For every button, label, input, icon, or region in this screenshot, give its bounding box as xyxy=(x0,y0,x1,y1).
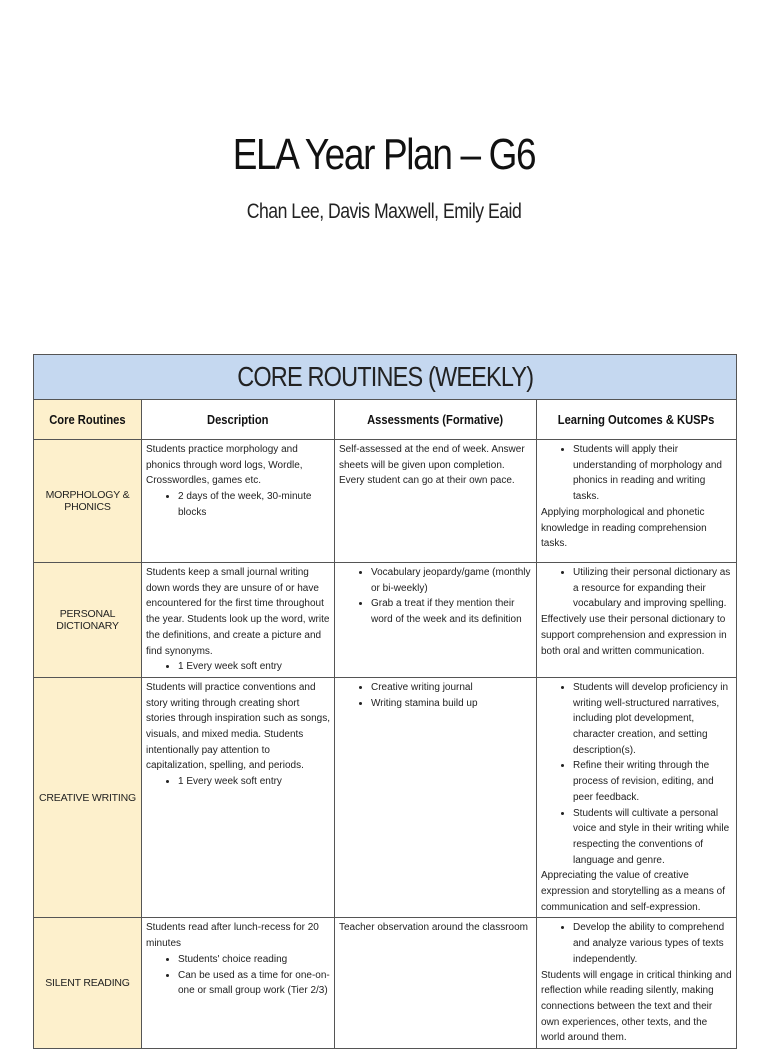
list-item: • 1 Every week soft entry xyxy=(178,659,330,675)
description-cell-text: Students practice morphology and phonics through word logs, Wordle, Crosswordles, games etc. xyxy=(146,444,303,487)
outcomes-cell xyxy=(537,918,737,1049)
table-row xyxy=(34,563,737,678)
list-item: • Utilizing their personal dictionary as a resource for expanding their vocabulary and improving spelling. xyxy=(573,565,732,612)
assessment-cell xyxy=(335,440,537,563)
list-item: • 1 Every week soft entry xyxy=(178,774,330,790)
description-cell xyxy=(142,563,335,678)
assessment-cell xyxy=(335,918,537,1049)
list-item: • Writing stamina build up xyxy=(371,696,532,712)
outcomes-cell xyxy=(537,440,737,563)
list-item: • Develop the ability to comprehend and analyze various types of texts independently. xyxy=(573,920,732,967)
routine-label: PERSONAL DICTIONARY xyxy=(34,563,142,678)
outcomes-cell xyxy=(537,677,737,918)
description-cell-text: Students will practice conventions and story writing through creating short stories through inspiration such as songs, visuals, and mixed media. Students intentionally pay attention to capitalization, spelling, and periods. xyxy=(146,681,330,772)
assessment-cell-text: Self-assessed at the end of week. Answer sheets will be given upon completion. Every student can go at their own pace. xyxy=(339,444,525,487)
list-item: • Vocabulary jeopardy/game (monthly or bi-weekly) xyxy=(371,565,532,596)
list-item: • Creative writing journal xyxy=(371,680,532,696)
core-routines-table xyxy=(33,354,737,1049)
routine-label: CREATIVE WRITING xyxy=(34,677,142,918)
table-row xyxy=(34,677,737,918)
table-row xyxy=(34,918,737,1049)
outcomes-cell-bullets xyxy=(541,920,732,967)
description-cell-text: Students keep a small journal writing down words they are unsure of or have encountered for the first time throughout the year. Students look up the word, write the definitions, and create a picture and find synonyms. xyxy=(146,567,330,657)
list-item: • Students will apply their understanding of morphology and phonics in reading and writing tasks. xyxy=(573,442,732,505)
list-item: • Can be used as a time for one-on-one or small group work (Tier 2/3) xyxy=(178,968,330,999)
assessment-cell-text: Teacher observation around the classroom xyxy=(339,922,528,934)
description-cell-bullets xyxy=(146,952,330,999)
routine-label: SILENT READING xyxy=(34,918,142,1049)
outcomes-cell-text: Appreciating the value of creative expression and storytelling as a means of communication and self-expression. xyxy=(541,870,725,913)
outcomes-cell-text: Applying morphological and phonetic knowledge in reading comprehension tasks. xyxy=(541,506,707,550)
table-row xyxy=(34,440,737,563)
assessment-cell xyxy=(335,563,537,678)
outcomes-cell-text: Students will engage in critical thinking and reflection while reading silently, making connections between the text and their own experiences, other texts, and the world around them. xyxy=(541,969,732,1044)
outcomes-cell-bullets xyxy=(541,442,732,505)
outcomes-cell-text: Effectively use their personal dictionary to support comprehension and expression in both oral and written communication. xyxy=(541,614,727,657)
document-title: ELA Year Plan – G6 xyxy=(232,130,536,179)
list-item: • Refine their writing through the process of revision, editing, and peer feedback. xyxy=(573,758,732,805)
header-description: Description xyxy=(142,400,335,440)
description-cell xyxy=(142,918,335,1049)
assessment-cell-bullets xyxy=(339,680,532,711)
document-authors: Chan Lee, Davis Maxwell, Emily Eaid xyxy=(246,200,522,223)
header-learning-outcomes: Learning Outcomes & KUSPs xyxy=(537,400,737,440)
list-item: • Students will develop proficiency in writing well-structured narratives, including plot development, character creation, and setting description(s). xyxy=(573,680,732,759)
outcomes-cell xyxy=(537,563,737,678)
list-item: • Grab a treat if they mention their word of the week and its definition xyxy=(371,596,532,627)
description-cell xyxy=(142,440,335,563)
list-item: • 2 days of the week, 30-minute blocks xyxy=(178,489,330,520)
description-cell-bullets xyxy=(146,659,330,675)
assessment-cell xyxy=(335,677,537,918)
assessment-cell-bullets xyxy=(339,565,532,628)
description-cell-bullets xyxy=(146,774,330,790)
description-cell-bullets xyxy=(146,489,330,520)
description-cell-text: Students read after lunch-recess for 20 minutes xyxy=(146,922,319,950)
outcomes-cell-bullets xyxy=(541,680,732,868)
header-assessments: Assessments (Formative) xyxy=(335,400,537,440)
header-core-routines: Core Routines xyxy=(34,400,142,440)
banner-title: CORE ROUTINES (WEEKLY) xyxy=(237,361,534,392)
list-item: • Students' choice reading xyxy=(178,952,330,968)
list-item: • Students will cultivate a personal voice and style in their writing while respecting the conventions of language and genre. xyxy=(573,806,732,869)
routine-label: MORPHOLOGY & PHONICS xyxy=(34,440,142,563)
table-banner xyxy=(34,355,737,400)
header-row xyxy=(34,400,737,440)
outcomes-cell-bullets xyxy=(541,565,732,612)
description-cell xyxy=(142,677,335,918)
